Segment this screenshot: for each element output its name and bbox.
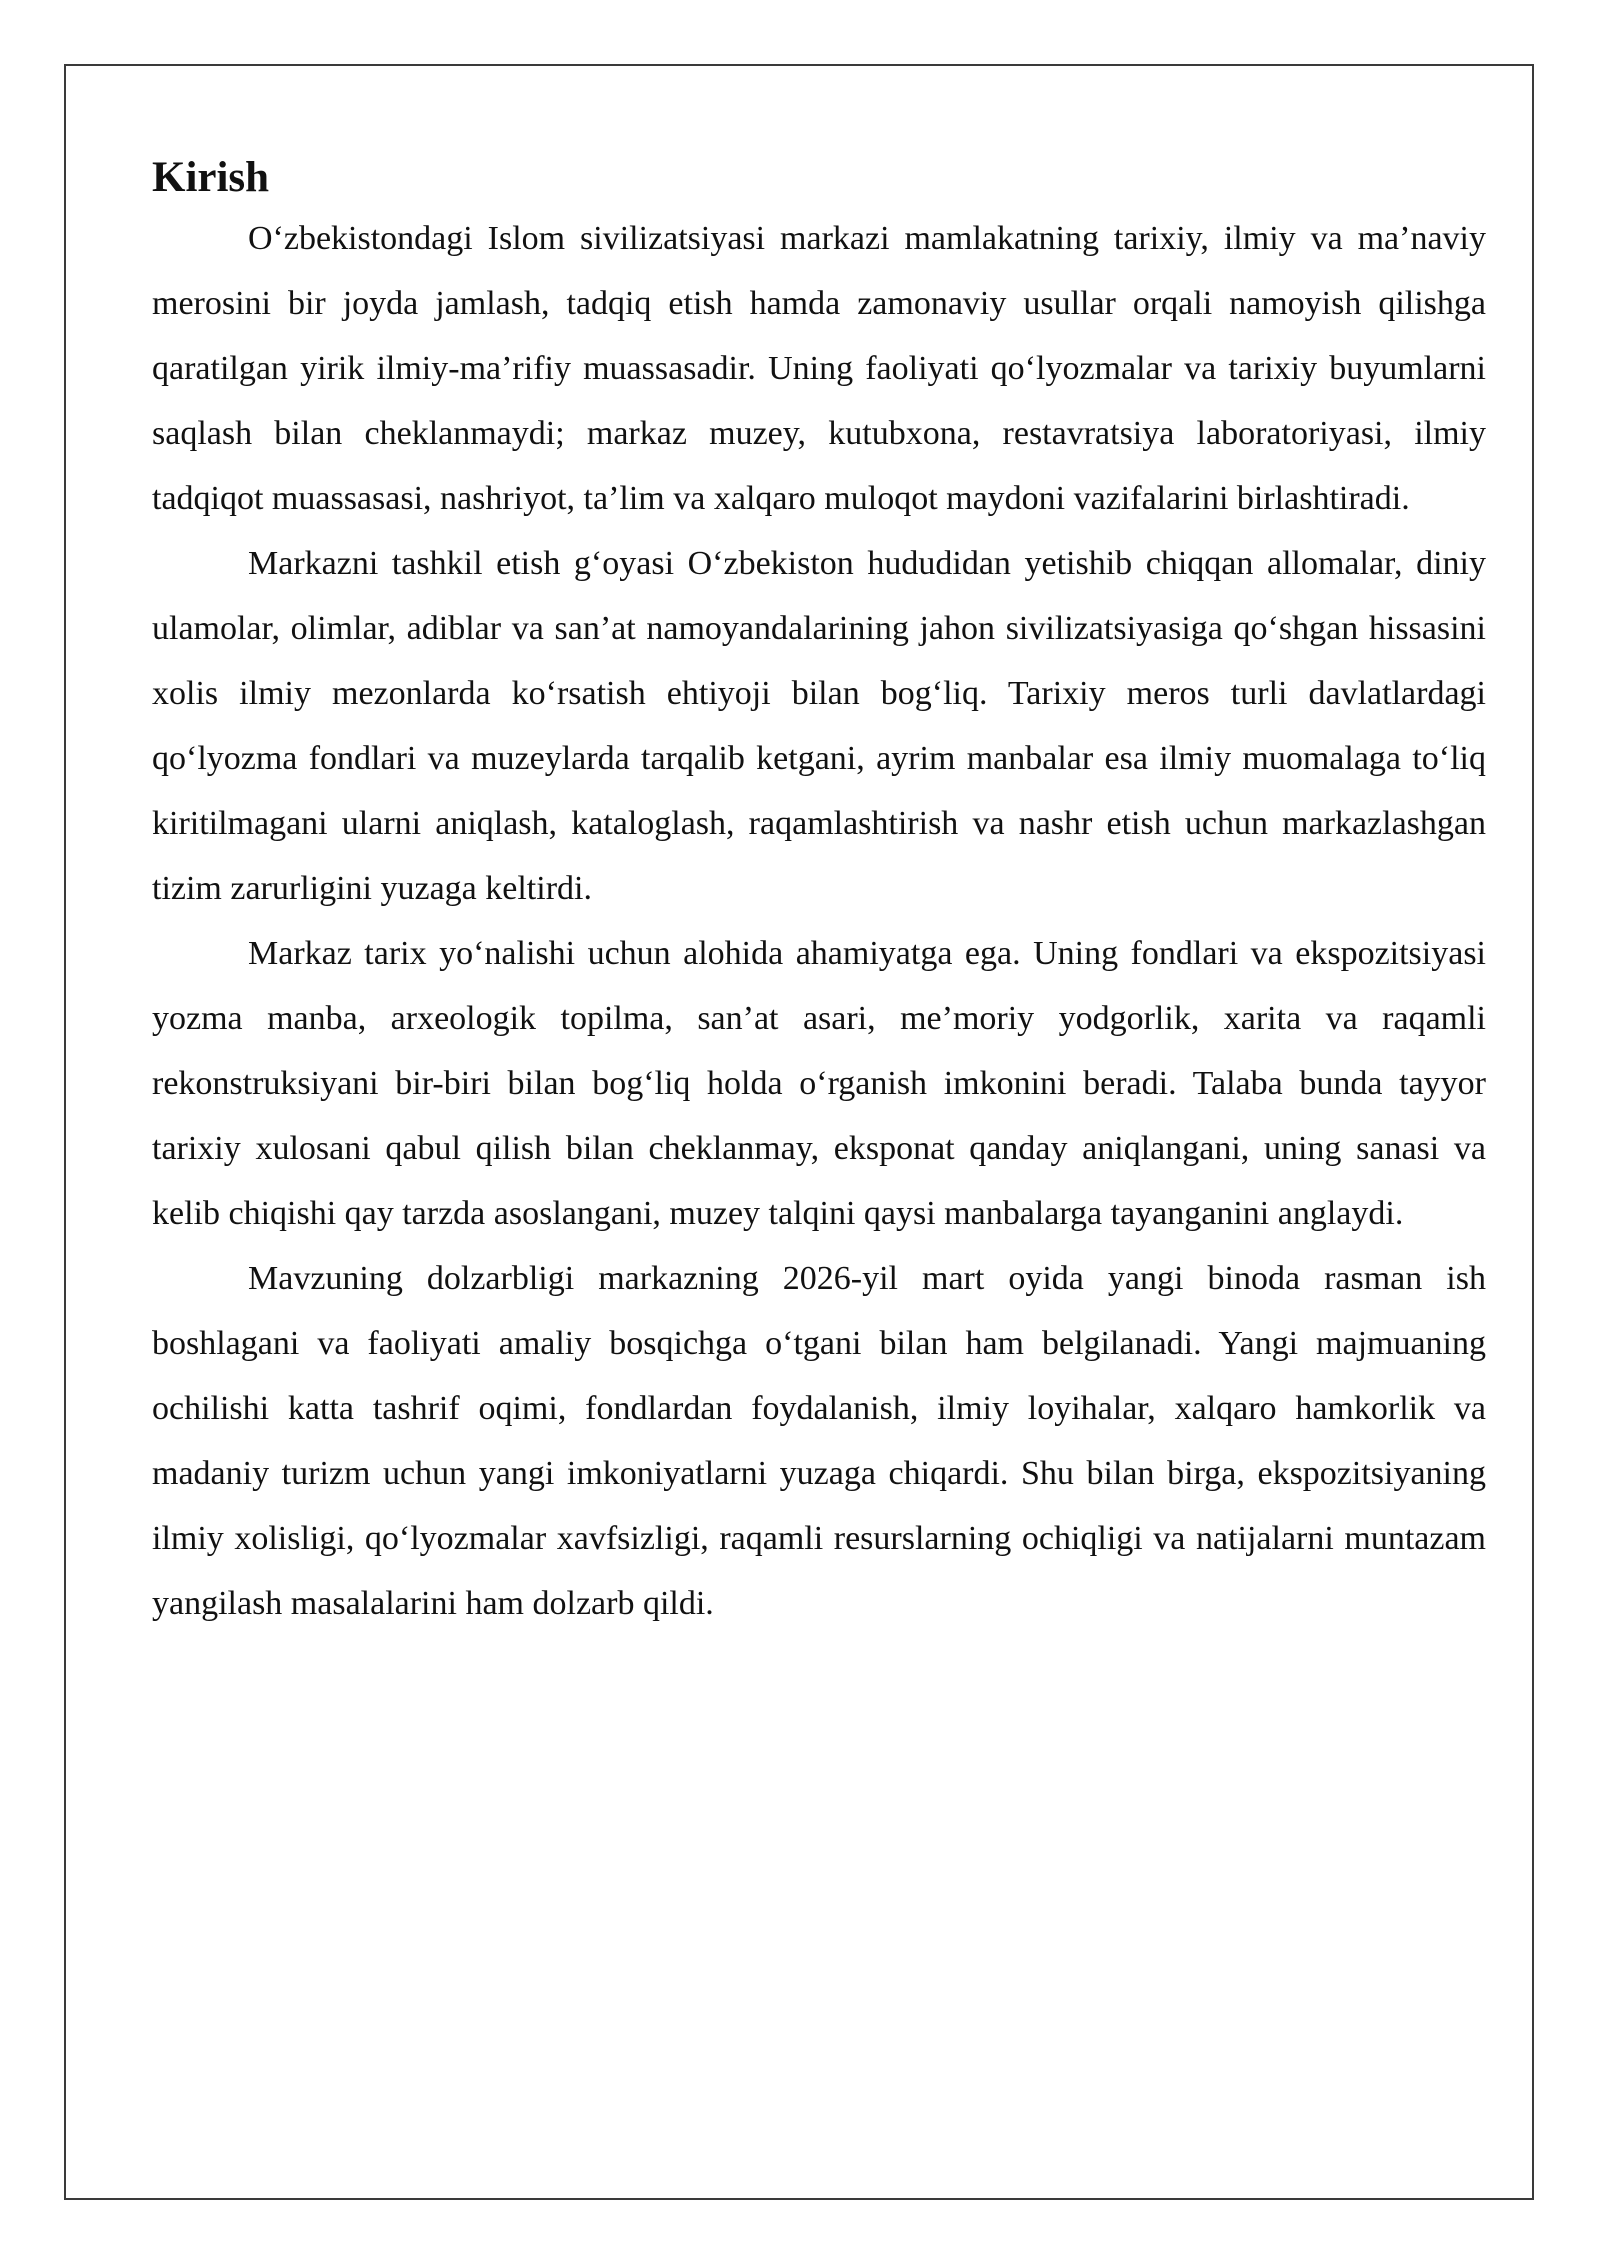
paragraph-3: Markaz tarix yo‘nalishi uchun alohida ahamiyatga ega. Uning fondlari va ekspozitsiyasi yozma manba, arxeologik topilma, san’at asari, me’moriy yodgorlik, xarita va raqamli rekonstruksiyani bir-biri bilan bog‘liq holda o‘rganish imkonini beradi. Talaba bunda tayyor tarixiy xulosani qabul qilish bilan cheklanmay, eksponat qanday aniqlangani, uning sanasi va kelib chiqishi qay tarzda asoslangani, muzey talqini qaysi manbalarga tayanganini anglaydi. [152, 935, 1486, 1232]
section-heading: Kirish [152, 154, 270, 201]
document-body [152, 150, 1486, 1636]
paragraph-1: O‘zbekistondagi Islom sivilizatsiyasi markazi mamlakatning tarixiy, ilmiy va ma’naviy merosini bir joyda jamlash, tadqiq etish hamda zamonaviy usullar orqali namoyish qilishga qaratilgan yirik ilmiy-ma’rifiy muassasadir. Uning faoliyati qo‘lyozmalar va tarixiy buyumlarni saqlash bilan cheklanmaydi; markaz muzey, kutubxona, restavratsiya laboratoriyasi, ilmiy tadqiqot muassasasi, nashriyot, ta’lim va xalqaro muloqot maydoni vazifalarini birlashtiradi. [152, 220, 1486, 517]
paragraph-4: Mavzuning dolzarbligi markazning 2026-yil mart oyida yangi binoda rasman ish boshlagani va faoliyati amaliy bosqichga o‘tgani bilan ham belgilanadi. Yangi majmuaning ochilishi katta tashrif oqimi, fondlardan foydalanish, ilmiy loyihalar, xalqaro hamkorlik va madaniy turizm uchun yangi imkoniyatlarni yuzaga chiqardi. Shu bilan birga, ekspozitsiyaning ilmiy xolisligi, qo‘lyozmalar xavfsizligi, raqamli resurslarning ochiqligi va natijalarni muntazam yangilash masalalarini ham dolzarb qildi. [152, 1260, 1486, 1622]
paragraph-2: Markazni tashkil etish g‘oyasi O‘zbekiston hududidan yetishib chiqqan allomalar, diniy ulamolar, olimlar, adiblar va san’at namoyandalarining jahon sivilizatsiyasiga qo‘shgan hissasini xolis ilmiy mezonlarda ko‘rsatish ehtiyoji bilan bog‘liq. Tarixiy meros turli davlatlardagi qo‘lyozma fondlari va muzeylarda tarqalib ketgani, ayrim manbalar esa ilmiy muomalaga to‘liq kiritilmagani ularni aniqlash, kataloglash, raqamlashtirish va nashr etish uchun markazlashgan tizim zarurligini yuzaga keltirdi. [152, 545, 1486, 907]
